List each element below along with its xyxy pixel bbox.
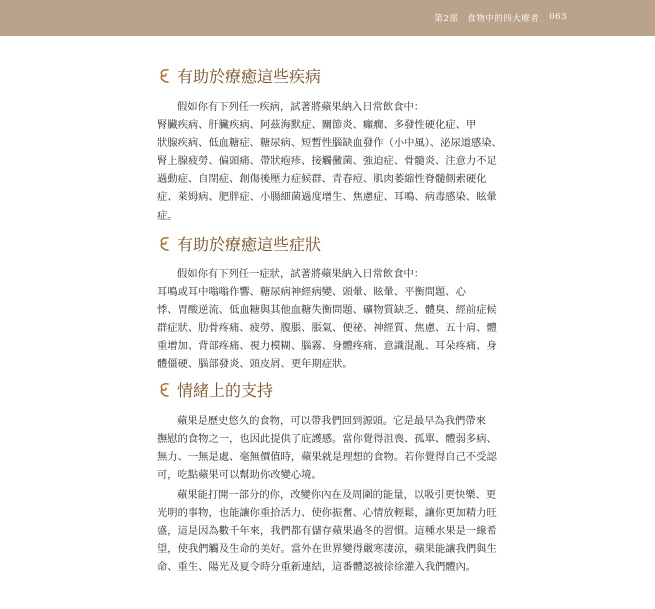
text-line: 盛，這是因為數千年來，我們都有儲存蘋果過冬的習慣。這種水果是一線希 [157,525,497,538]
text-line: 無力、一無是處、毫無價值時，蘋果就是理想的食物。若你覺得自己不受認 [157,451,497,464]
paragraph [157,98,502,225]
text-line: 假如你有下列任一症狀，試著將蘋果納入日常飲食中： [177,268,425,280]
text-line: 體僵硬、腦部發炎、頭皮屑、更年期症狀。 [157,358,353,371]
text-line: 蘋果能打開一部分的你，改變你內在及周圍的能量，以吸引更快樂、更 [177,489,497,501]
part-title: 第2部 食物中的四大療者 [434,14,540,24]
running-head [434,12,567,24]
text-line: 群症狀、肋骨疼痛、疲勞、腹脹、脹氣、便祕、神經質、焦慮、五十肩、體 [157,322,497,335]
section-title [158,64,321,87]
text-line: 蘋果是歷史悠久的食物，可以帶我們回到源頭。它是最早為我們帶來 [177,415,486,427]
page-number: 063 [549,12,567,22]
section-title [158,378,273,401]
section-title-text: 有助於療癒這些疾病 [177,67,322,86]
text-line: 假如你有下列任一疾病，試著將蘋果納入日常飲食中： [177,101,425,113]
text-line: 可，吃點蘋果可以幫助你改變心境。 [157,469,322,482]
text-line: 症、萊姆病、肥胖症、小腸細菌過度增生、焦慮症、耳鳴、病毒感染、眩暈 [157,191,497,204]
text-line: 過動症、自閉症、創傷後壓力症候群、青春痘、肌肉萎縮性脊髓側索硬化 [157,173,487,186]
text-line: 望，使我們觸及生命的美好。當外在世界變得嚴寒淒涼，蘋果能讓我們與生 [157,543,497,556]
paragraph [157,265,497,374]
text-line: 症。 [157,209,178,222]
paragraph [157,486,497,576]
paragraph [157,412,497,484]
text-line: 耳鳴或耳中嗡嗡作響、糖尿病神經病變、頭暈、眩暈、平衡問題、心 [157,286,466,299]
text-line: 狀腺疾病、低血糖症、糖尿病、短暫性腦缺血發作（小中風）、泌尿道感染、 [157,137,502,150]
text-line: 光明的事物，也能讓你重拾活力、使你振奮、心情放輕鬆，讓你更加精力旺 [157,507,497,520]
section-title [158,232,321,255]
section-title-text: 有助於療癒這些症狀 [177,235,322,254]
text-line: 撫慰的食物之一，也因此提供了庇護感。當你覺得沮喪、孤單、體弱多病、 [157,433,497,446]
text-line: 腎上腺疲勞、偏頭痛、帶狀疱疹、接觸黴菌、強迫症、骨髓炎、注意力不足 [157,155,497,168]
text-line: 悸、胃酸逆流、低血糖與其他血糖失衡問題、礦物質缺乏、體臭、經前症候 [157,304,497,317]
flourish-icon [158,382,172,398]
flourish-icon [158,236,172,252]
text-line: 腎臟疾病、肝臟疾病、阿茲海默症、關節炎、癲癇、多發性硬化症、甲 [157,119,477,132]
section-title-text: 情緒上的支持 [177,381,274,400]
text-line: 重增加、背部疼痛、視力模糊、腦霧、身體疼痛、意識混亂、耳朵疼痛、身 [157,340,497,353]
text-line: 命、重生、陽光及夏令時分重新連結，這番體認被徐徐灌入我們體內。 [157,561,477,574]
flourish-icon [158,68,172,84]
running-header-bar [0,0,655,36]
